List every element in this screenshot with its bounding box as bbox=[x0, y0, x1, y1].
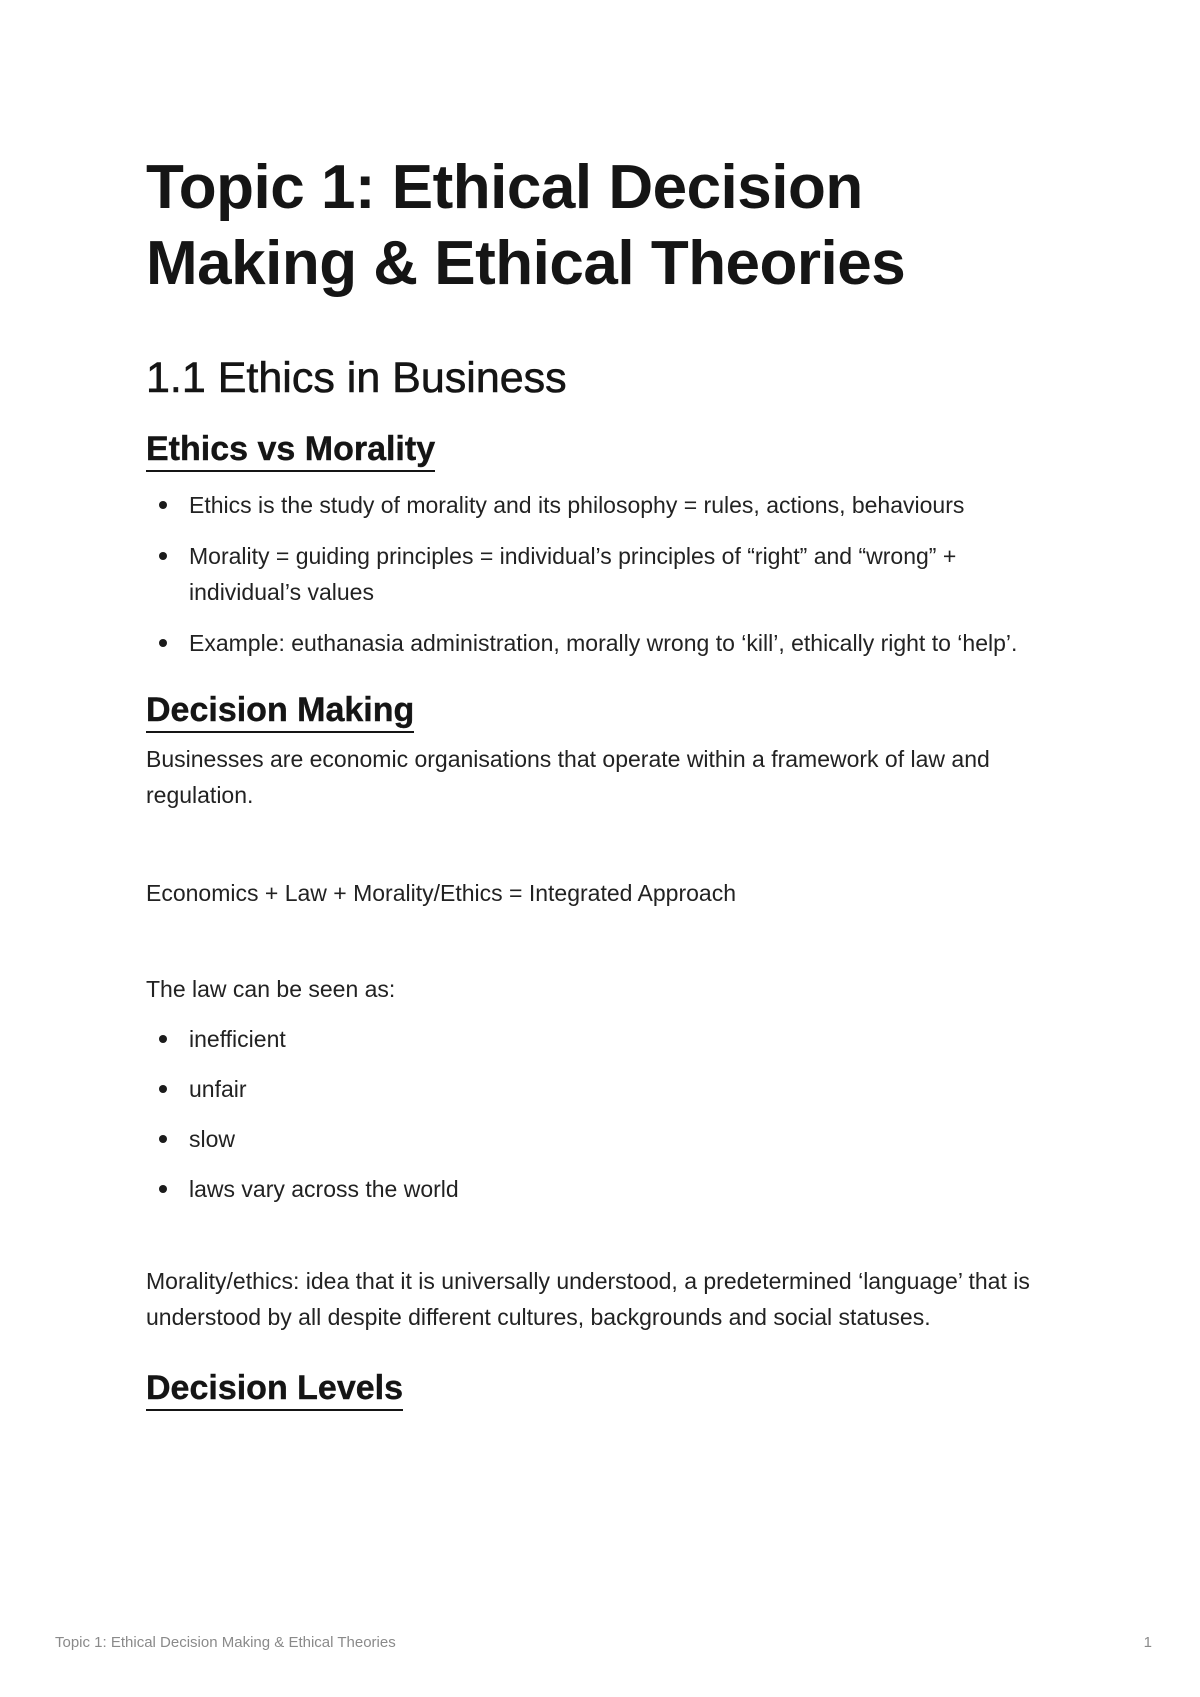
section-heading: 1.1 Ethics in Business bbox=[146, 354, 567, 402]
law-bullet-list bbox=[146, 1021, 1066, 1207]
list-item: unfair bbox=[146, 1071, 1066, 1107]
ethics-bullet-list bbox=[146, 487, 1066, 661]
subsection-decision-making bbox=[146, 689, 1066, 733]
paragraph: Businesses are economic organisations that operate within a framework of law and regulation. bbox=[146, 746, 990, 808]
subsection-heading: Decision Levels bbox=[146, 1367, 403, 1411]
subsection-decision-levels bbox=[146, 1367, 1066, 1411]
subsection-heading: Ethics vs Morality bbox=[146, 428, 435, 472]
page-number: 1 bbox=[1143, 1634, 1152, 1651]
list-item: laws vary across the world bbox=[146, 1171, 1066, 1207]
list-item: slow bbox=[146, 1121, 1066, 1157]
document-title-line-2: Making & Ethical Theories bbox=[146, 229, 906, 298]
subsection-ethics-vs-morality bbox=[146, 428, 1066, 472]
document-title-line-1: Topic 1: Ethical Decision bbox=[146, 153, 863, 222]
page-content bbox=[146, 150, 1066, 1411]
page-footer-title: Topic 1: Ethical Decision Making & Ethical Theories bbox=[55, 1634, 396, 1651]
list-item: Morality = guiding principles = individual’s principles of “right” and “wrong” + individual’s values bbox=[146, 538, 1066, 610]
document-title bbox=[146, 150, 1066, 302]
list-item: inefficient bbox=[146, 1021, 1066, 1057]
list-item: Example: euthanasia administration, morally wrong to ‘kill’, ethically right to ‘help’. bbox=[146, 625, 1066, 661]
paragraph: Morality/ethics: idea that it is universally understood, a predetermined ‘language’ that is understood by all despite different cultures, backgrounds and social statuses. bbox=[146, 1268, 1030, 1330]
paragraph: Economics + Law + Morality/Ethics = Integrated Approach bbox=[146, 880, 737, 906]
paragraph: The law can be seen as: bbox=[146, 976, 396, 1002]
list-item: Ethics is the study of morality and its philosophy = rules, actions, behaviours bbox=[146, 487, 1066, 523]
subsection-heading: Decision Making bbox=[146, 689, 414, 733]
